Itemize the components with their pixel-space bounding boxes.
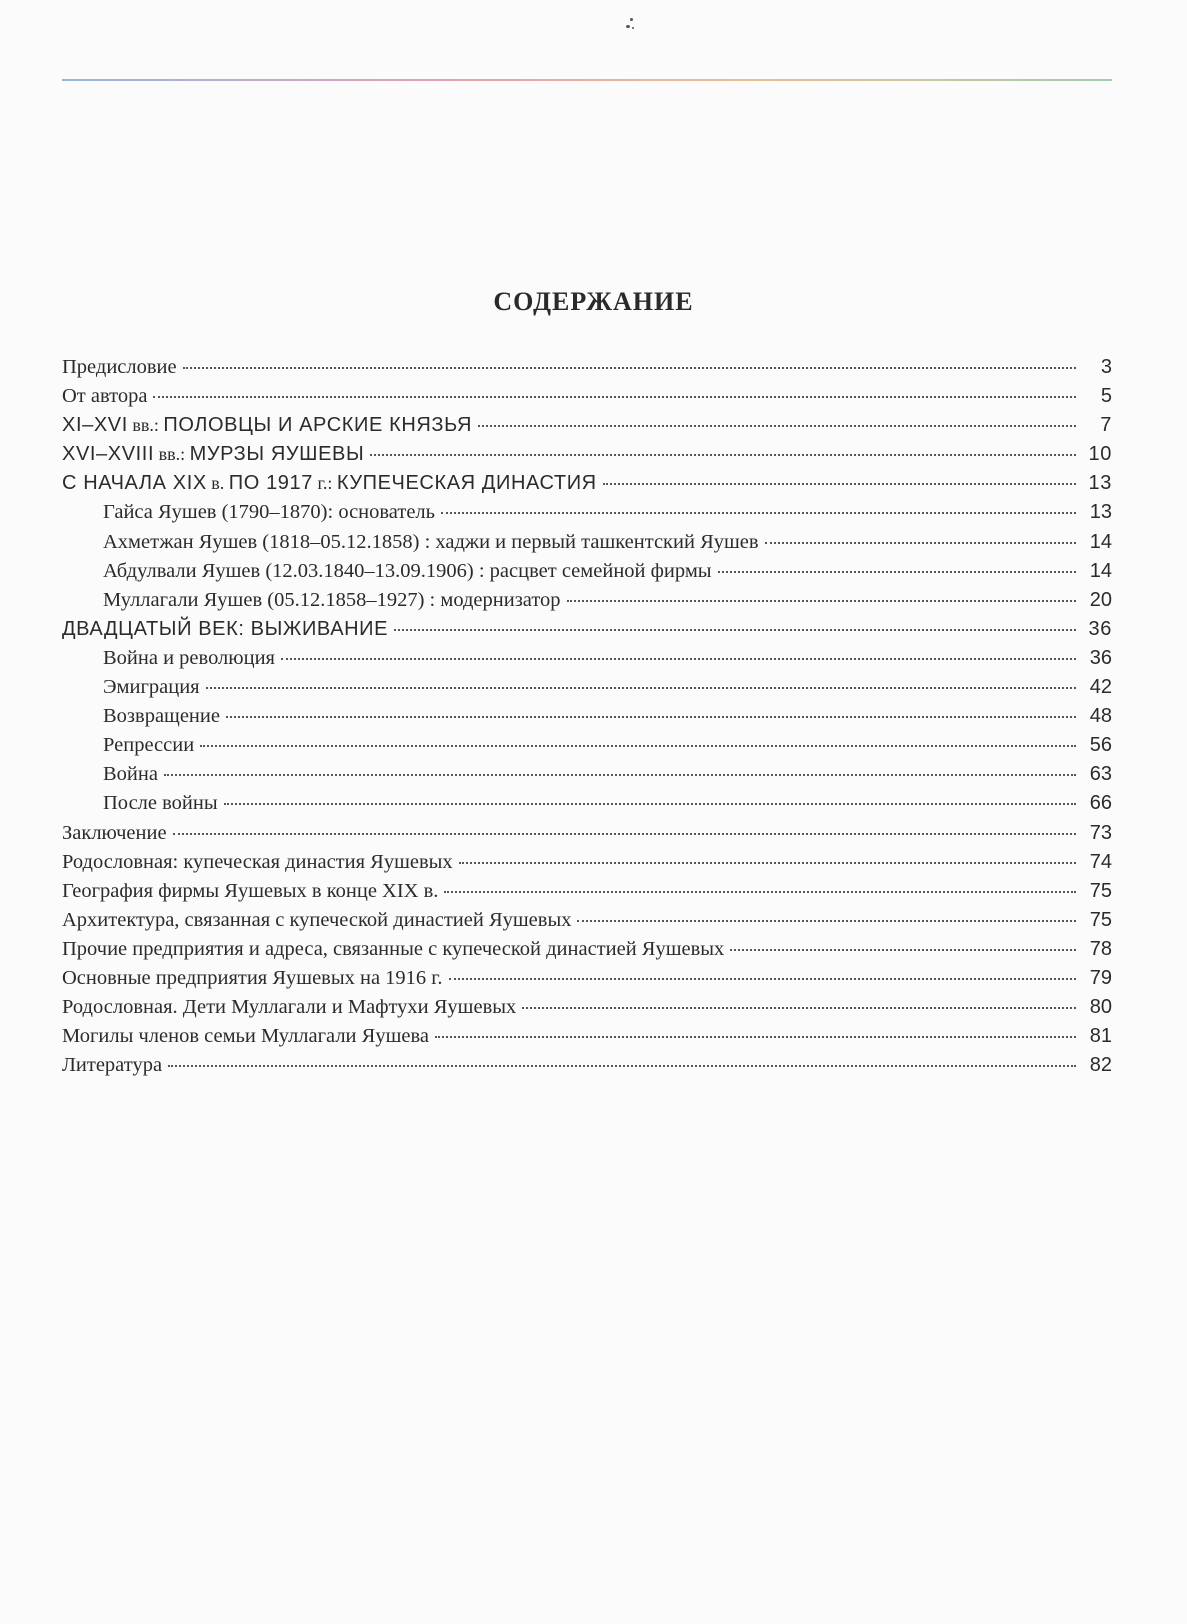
toc-entry-chapter-4[interactable] xyxy=(62,615,1112,644)
toc-entry-page: 75 xyxy=(1089,879,1112,902)
toc-entry-abdulvali[interactable] xyxy=(62,557,1112,586)
dot-leader xyxy=(153,396,1076,398)
toc-entry-label: Абдулвали Яушев (12.03.1840–13.09.1906) : расцвет семейной фирмы xyxy=(103,559,712,582)
toc-entry-repressions[interactable] xyxy=(62,731,1112,760)
page-title: СОДЕРЖАНИЕ xyxy=(493,287,694,316)
toc-entry-page: 3 xyxy=(1100,356,1112,378)
dot-leader xyxy=(200,745,1076,747)
toc-entry-label: Репрессии xyxy=(103,734,195,757)
toc-entry-war-revolution[interactable] xyxy=(62,644,1112,673)
toc-entry-label: От автора xyxy=(62,385,148,408)
dot-leader xyxy=(206,687,1076,689)
dot-leader xyxy=(444,891,1076,893)
toc-entry-label: Война xyxy=(103,763,158,786)
dot-leader xyxy=(459,862,1076,864)
dot-leader xyxy=(173,833,1076,835)
toc-entry-preface[interactable] xyxy=(62,353,1112,382)
dot-leader xyxy=(168,1065,1076,1067)
toc-entry-label: Родословная. Дети Муллагали и Мафтухи Яушевых xyxy=(62,996,517,1019)
toc-entry-page: 13 xyxy=(1089,501,1112,524)
toc-entry-page: 75 xyxy=(1089,908,1112,931)
toc-entry-page: 36 xyxy=(1089,646,1112,669)
toc-entry-page: 5 xyxy=(1100,385,1112,408)
dot-leader xyxy=(522,1007,1076,1009)
dot-leader xyxy=(226,716,1076,718)
toc-entry-label: География фирмы Яушевых в конце XIX в. xyxy=(62,879,439,902)
toc-entry-genealogy-children[interactable] xyxy=(62,993,1112,1022)
toc-entry-page: 36 xyxy=(1088,617,1112,640)
dot-leader xyxy=(478,425,1076,427)
toc-entry-label: Родословная: купеческая династия Яушевых xyxy=(62,850,453,873)
dot-leader xyxy=(441,512,1076,514)
toc-entry-label: Заключение xyxy=(62,821,167,844)
toc-entry-label: Основные предприятия Яушевых на 1916 г. xyxy=(62,966,443,989)
toc-entry-emigration[interactable] xyxy=(62,673,1112,702)
toc-entry-page: 80 xyxy=(1089,996,1112,1019)
toc-entry-label: Эмиграция xyxy=(103,676,200,699)
toc-entry-page: 13 xyxy=(1088,472,1112,495)
toc-entry-label: Муллагали Яушев (05.12.1858–1927) : модернизатор xyxy=(103,588,561,611)
toc-entry-page: 42 xyxy=(1089,676,1112,699)
toc-entry-genealogy-dynasty[interactable] xyxy=(62,848,1112,877)
dot-leader xyxy=(449,978,1076,980)
toc-entry-main-enterprises[interactable] xyxy=(62,964,1112,993)
toc-entry-page: 63 xyxy=(1089,763,1112,786)
toc-entry-label: Архитектура, связанная с купеческой династией Яушевых xyxy=(62,908,572,931)
toc-entry-page: 10 xyxy=(1088,443,1112,466)
toc-entry-return[interactable] xyxy=(62,702,1112,731)
toc-entry-page: 81 xyxy=(1089,1025,1112,1048)
toc-entry-label: Война и революция xyxy=(103,646,275,669)
toc-entry-label: С НАЧАЛА XIX в. ПО 1917 г.: КУПЕЧЕСКАЯ ДИНАСТИЯ xyxy=(62,472,597,495)
toc-entry-page: 79 xyxy=(1089,966,1112,989)
toc-entry-label: Литература xyxy=(62,1054,163,1077)
toc-entry-akhmetzhan[interactable] xyxy=(62,528,1112,557)
toc-entry-literature[interactable] xyxy=(62,1051,1112,1080)
toc-entry-page: 56 xyxy=(1089,734,1112,757)
toc-entry-graves[interactable] xyxy=(62,1022,1112,1051)
dot-leader xyxy=(567,600,1076,602)
dot-leader xyxy=(224,803,1076,805)
toc-entry-label: XI–XVI вв.: ПОЛОВЦЫ И АРСКИЕ КНЯЗЬЯ xyxy=(62,414,472,437)
toc-entry-label: Возвращение xyxy=(103,705,220,728)
dot-leader xyxy=(164,774,1076,776)
header-rule xyxy=(62,79,1112,81)
toc-entry-label: Предисловие xyxy=(62,356,177,378)
toc-entry-label: XVI–XVIII вв.: МУРЗЫ ЯУШЕВЫ xyxy=(62,443,365,466)
ink-speck xyxy=(624,16,638,34)
toc-entry-page: 48 xyxy=(1089,705,1112,728)
dot-leader xyxy=(435,1036,1076,1038)
table-of-contents xyxy=(62,353,1112,1080)
toc-entry-conclusion[interactable] xyxy=(62,819,1112,848)
toc-entry-label: ДВАДЦАТЫЙ ВЕК: ВЫЖИВАНИЕ xyxy=(62,617,389,640)
toc-entry-page: 73 xyxy=(1089,821,1112,844)
toc-entry-page: 20 xyxy=(1089,588,1112,611)
toc-entry-chapter-3[interactable] xyxy=(62,469,1112,498)
dot-leader xyxy=(730,949,1076,951)
toc-entry-chapter-1[interactable] xyxy=(62,411,1112,440)
toc-entry-page: 66 xyxy=(1089,792,1112,815)
toc-entry-from-author[interactable] xyxy=(62,382,1112,411)
toc-entry-label: Ахметжан Яушев (1818–05.12.1858) : хаджи и первый ташкентский Яушев xyxy=(103,530,759,553)
dot-leader xyxy=(603,483,1076,485)
toc-entry-label: Прочие предприятия и адреса, связанные с купеческой династией Яушевых xyxy=(62,937,725,960)
toc-entry-page: 78 xyxy=(1089,937,1112,960)
dot-leader xyxy=(183,367,1076,369)
dot-leader xyxy=(370,454,1076,456)
toc-entry-label: После войны xyxy=(103,792,218,815)
dot-leader xyxy=(394,629,1076,631)
dot-leader xyxy=(765,542,1076,544)
toc-entry-war[interactable] xyxy=(62,760,1112,789)
toc-entry-page: 7 xyxy=(1100,414,1112,437)
toc-entry-page: 14 xyxy=(1089,559,1112,582)
toc-entry-gaisa[interactable] xyxy=(62,498,1112,527)
toc-entry-page: 74 xyxy=(1089,850,1112,873)
toc-entry-chapter-2[interactable] xyxy=(62,440,1112,469)
toc-entry-label: Могилы членов семьи Муллагали Яушева xyxy=(62,1025,429,1048)
toc-entry-other-enterprises[interactable] xyxy=(62,935,1112,964)
dot-leader xyxy=(718,571,1076,573)
dot-leader xyxy=(577,920,1076,922)
toc-entry-architecture[interactable] xyxy=(62,906,1112,935)
toc-entry-mullagali[interactable] xyxy=(62,586,1112,615)
toc-entry-after-war[interactable] xyxy=(62,789,1112,818)
toc-entry-page: 14 xyxy=(1089,530,1112,553)
toc-entry-page: 82 xyxy=(1089,1054,1112,1077)
dot-leader xyxy=(281,658,1076,660)
toc-entry-label: Гайса Яушев (1790–1870): основатель xyxy=(103,501,436,524)
toc-entry-geography[interactable] xyxy=(62,877,1112,906)
